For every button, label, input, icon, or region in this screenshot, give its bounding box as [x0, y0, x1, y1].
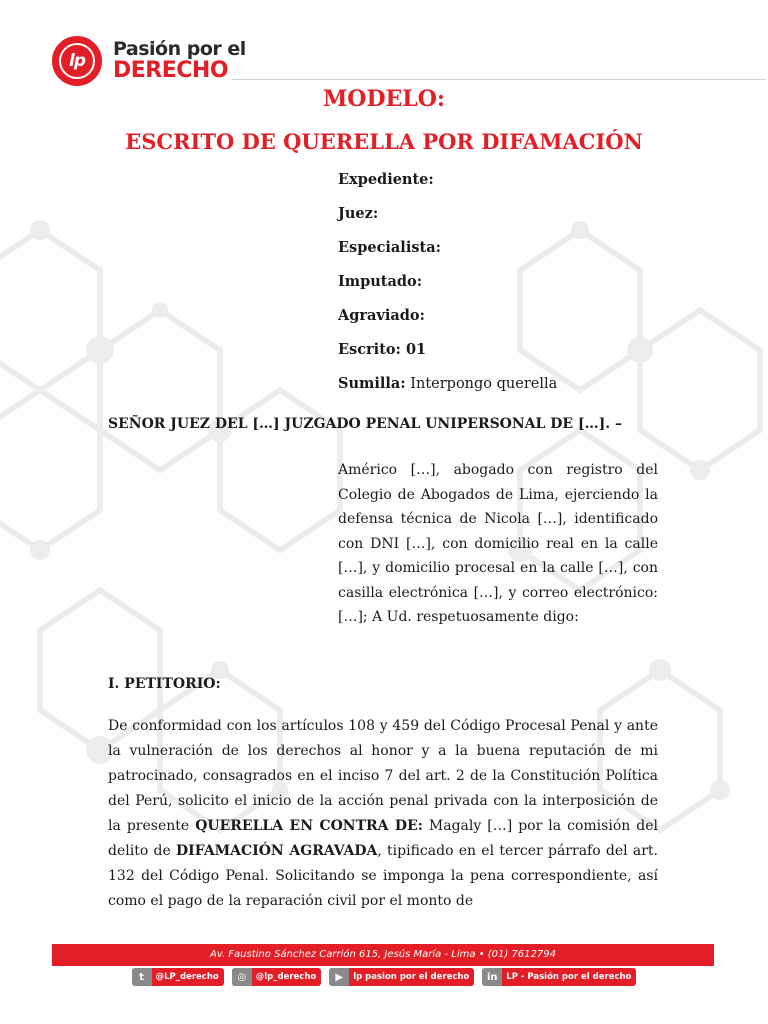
- logo-mark: lp: [59, 43, 95, 79]
- document-title: MODELO:: [322, 86, 446, 112]
- brand-logo: [52, 36, 102, 86]
- body-text-part: De conformidad con los artículos 108 y 459 del Código Procesal Penal y ante la vulneración de los derechos al honor y a la buena reputación de mi patrocinado, consagrados en el inciso 7 del art. 2 de la Constitución Política del Perú, solicito el inicio de la acción penal privada con la interposición de la presente: [108, 718, 658, 834]
- footer-address: Av. Faustino Sánchez Carrión 615, Jesús María - Lima • (01) 7612794: [52, 944, 714, 966]
- brand-name-line1: Pasión por el: [113, 38, 246, 60]
- linkedin-icon: in: [482, 968, 502, 986]
- field-label: Escrito:: [338, 341, 401, 358]
- header-divider: [232, 79, 766, 80]
- petitorio-paragraph: [108, 714, 658, 914]
- brand-name-line2: DERECHO: [113, 58, 229, 83]
- social-link-youtube[interactable]: [329, 968, 474, 986]
- addressee-line: SEÑOR JUEZ DEL […] JUZGADO PENAL UNIPERSONAL DE […]. –: [108, 416, 622, 432]
- field-label: Expediente:: [338, 171, 434, 188]
- field-label: Imputado:: [338, 273, 423, 290]
- social-link-twitter[interactable]: [132, 968, 224, 986]
- instagram-icon: ◎: [232, 968, 252, 986]
- field-juez: [338, 204, 557, 238]
- social-label: LP - Pasión por el derecho: [506, 972, 632, 982]
- field-label: Especialista:: [338, 239, 441, 256]
- field-value: 01: [400, 341, 427, 358]
- case-fields: [338, 170, 557, 408]
- body-text-part: , tipificado en el tercer párrafo del art. 132 del Código Penal. Solicitando se imponga la pena correspondiente, así como el pago de la reparación civil por el monto de: [108, 843, 658, 909]
- social-link-linkedin[interactable]: [482, 968, 636, 986]
- social-label: @LP_derecho: [155, 972, 219, 982]
- social-label: lp pasion por el derecho: [353, 972, 470, 982]
- social-links: [0, 968, 768, 986]
- twitter-icon: t: [132, 968, 152, 986]
- social-link-instagram[interactable]: [232, 968, 321, 986]
- intro-paragraph: Américo […], abogado con registro del Colegio de Abogados de Lima, ejerciendo la defensa técnica de Nicola […], identificado con DNI […], con domicilio real en la calle […], y domicilio procesal en la calle […], con casilla electrónica […], y correo electrónico: […]; A Ud. respetuosamente digo:: [338, 462, 658, 625]
- body-bold-text: QUERELLA EN CONTRA DE:: [195, 818, 423, 834]
- field-value: Interpongo querella: [405, 376, 558, 392]
- field-expediente: [338, 170, 557, 204]
- field-sumilla: [338, 374, 557, 408]
- youtube-icon: ▶: [329, 968, 349, 986]
- field-label: Agraviado:: [338, 307, 425, 324]
- field-imputado: [338, 272, 557, 306]
- page-header: [52, 36, 712, 86]
- field-escrito: [338, 340, 557, 374]
- field-especialista: [338, 238, 557, 272]
- section-heading-petitorio: I. PETITORIO:: [108, 676, 221, 692]
- document-subtitle: ESCRITO DE QUERELLA POR DIFAMACIÓN: [125, 129, 643, 154]
- field-label: Juez:: [338, 205, 379, 222]
- field-label: Sumilla:: [338, 375, 406, 392]
- body-bold-text: DIFAMACIÓN AGRAVADA: [176, 843, 378, 859]
- field-agraviado: [338, 306, 557, 340]
- body-text-part: Magaly […] por la comisión del delito de: [108, 818, 659, 859]
- social-label: @lp_derecho: [255, 972, 317, 982]
